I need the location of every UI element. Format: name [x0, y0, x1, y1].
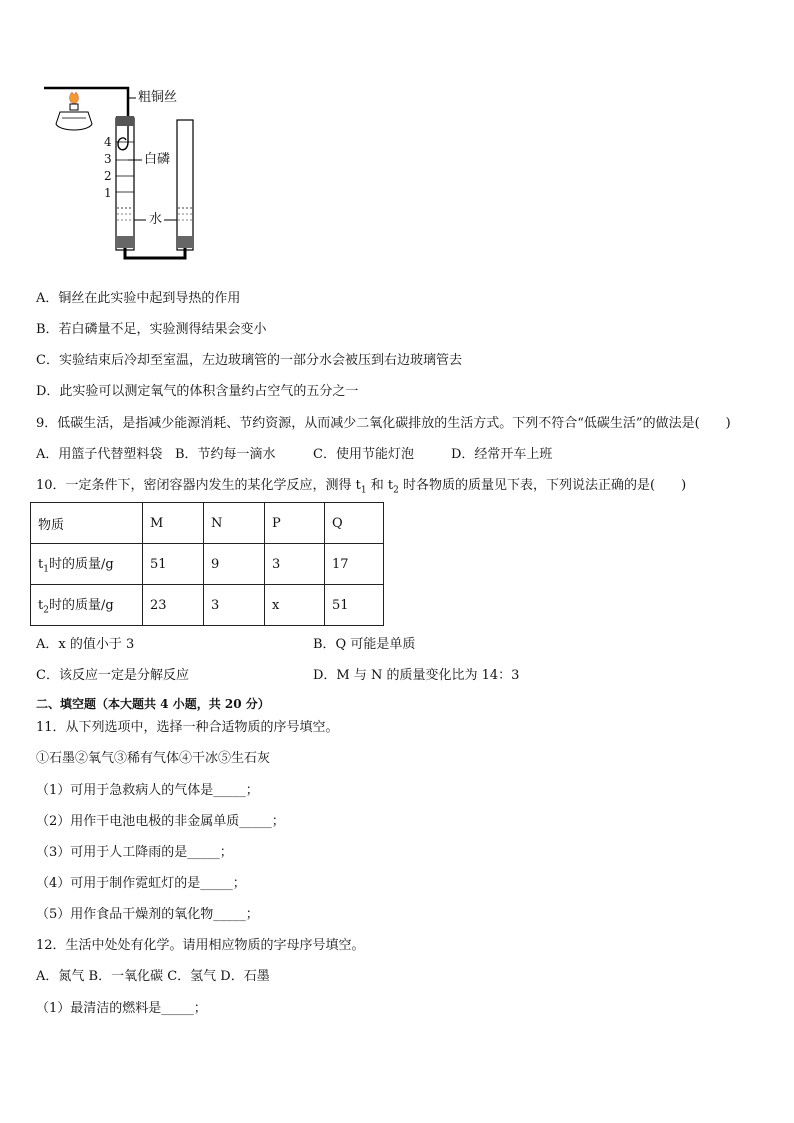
- table-cell: 9: [204, 544, 265, 585]
- q10-stem-sub1: 1: [360, 485, 367, 496]
- label-water: 水: [149, 212, 163, 227]
- q10-stem-post: 时各物质的质量见下表，下列说法正确的是( ): [398, 478, 687, 493]
- table-row: [31, 544, 384, 585]
- table-header-cell: Q: [325, 503, 384, 544]
- row1-label-sub: 1: [43, 564, 49, 575]
- q8-option-b: B．若白磷量不足，实验测得结果会变小: [36, 322, 267, 337]
- table-row-label: [31, 544, 143, 585]
- q9-option-c: C．使用节能灯泡: [313, 447, 414, 462]
- q8-option-a: A．铜丝在此实验中起到导热的作用: [36, 291, 241, 306]
- row2-label-pre: t: [38, 598, 44, 614]
- row2-label-sub: 2: [43, 605, 49, 616]
- section-title: 二、填空题（本大题共 4 小题，共 20 分）: [36, 697, 270, 711]
- q10-stem-sub2: 2: [393, 485, 399, 496]
- table-cell: 51: [325, 585, 384, 626]
- q11-part-2: （2）用作干电池电极的非金属单质_____；: [36, 814, 285, 829]
- table-cell: 3: [265, 544, 325, 585]
- q10-option-d: D．M 与 N 的质量变化比为 14：3: [313, 668, 520, 683]
- apparatus-diagram: [36, 80, 266, 270]
- q12-part-1: （1）最清洁的燃料是_____；: [36, 1001, 207, 1016]
- q11-part-1: （1）可用于急救病人的气体是_____；: [36, 783, 259, 798]
- table-cell: 51: [143, 544, 204, 585]
- q11-part-3: （3）可用于人工降雨的是_____；: [36, 845, 233, 860]
- table-header-cell: 物质: [31, 503, 143, 544]
- q10-stem-mid: 和 t: [366, 478, 394, 493]
- table-cell: x: [265, 585, 325, 626]
- row2-label-post: 时的质量/g: [48, 598, 114, 614]
- table-row-label: [31, 585, 143, 626]
- mass-table: [30, 502, 384, 626]
- label-copper-wire: 粗铜丝: [138, 90, 178, 105]
- q12-choices: A．氮气 B．一氧化碳 C．氢气 D．石墨: [36, 969, 270, 984]
- row1-label-post: 时的质量/g: [48, 557, 114, 573]
- q11-part-5: （5）用作食品干燥剂的氧化物_____；: [36, 907, 259, 922]
- scale-mark-1: 1: [104, 186, 112, 200]
- q8-option-c: C．实验结束后冷却至室温，左边玻璃管的一部分水会被压到右边玻璃管去: [36, 353, 462, 368]
- table-header-cell: N: [204, 503, 265, 544]
- q11-stem: 11．从下列选项中，选择一种合适物质的序号填空。: [36, 720, 339, 735]
- q9-option-b: B．节约每一滴水: [175, 447, 276, 462]
- q10-stem-pre: 10．一定条件下，密闭容器内发生的某化学反应，测得 t: [36, 478, 361, 493]
- q10-option-c: C．该反应一定是分解反应: [36, 668, 189, 683]
- table-row: [31, 585, 384, 626]
- q8-option-d: D．此实验可以测定氧气的体积含量约占空气的五分之一: [36, 384, 359, 399]
- q10-option-a: A．x 的值小于 3: [36, 637, 135, 652]
- q10-stem: [36, 477, 686, 500]
- q11-choices: ①石墨②氧气③稀有气体④干冰⑤生石灰: [36, 751, 271, 766]
- label-white-phosphorus: 白磷: [144, 152, 171, 167]
- q9-option-d: D．经常开车上班: [451, 447, 553, 462]
- row1-label-pre: t: [38, 557, 44, 573]
- scale-mark-4: 4: [104, 135, 112, 149]
- q11-part-4: （4）可用于制作霓虹灯的是_____；: [36, 876, 246, 891]
- q9-stem: 9．低碳生活，是指减少能源消耗、节约资源，从而减少二氧化碳排放的生活方式。下列不符合“低碳生活”的做法是( ): [36, 416, 731, 431]
- table-cell: 3: [204, 585, 265, 626]
- table-header-row: [31, 503, 384, 544]
- table-cell: 23: [143, 585, 204, 626]
- q12-stem: 12．生活中处处有化学。请用相应物质的字母序号填空。: [36, 938, 365, 953]
- scale-mark-2: 2: [104, 169, 112, 183]
- table-header-cell: M: [143, 503, 204, 544]
- q9-option-a: A．用篮子代替塑料袋: [36, 447, 163, 462]
- q10-option-b: B．Q 可能是单质: [313, 637, 416, 652]
- apparatus-figure: [36, 80, 266, 270]
- table-cell: 17: [325, 544, 384, 585]
- scale-mark-3: 3: [104, 152, 112, 166]
- table-header-cell: P: [265, 503, 325, 544]
